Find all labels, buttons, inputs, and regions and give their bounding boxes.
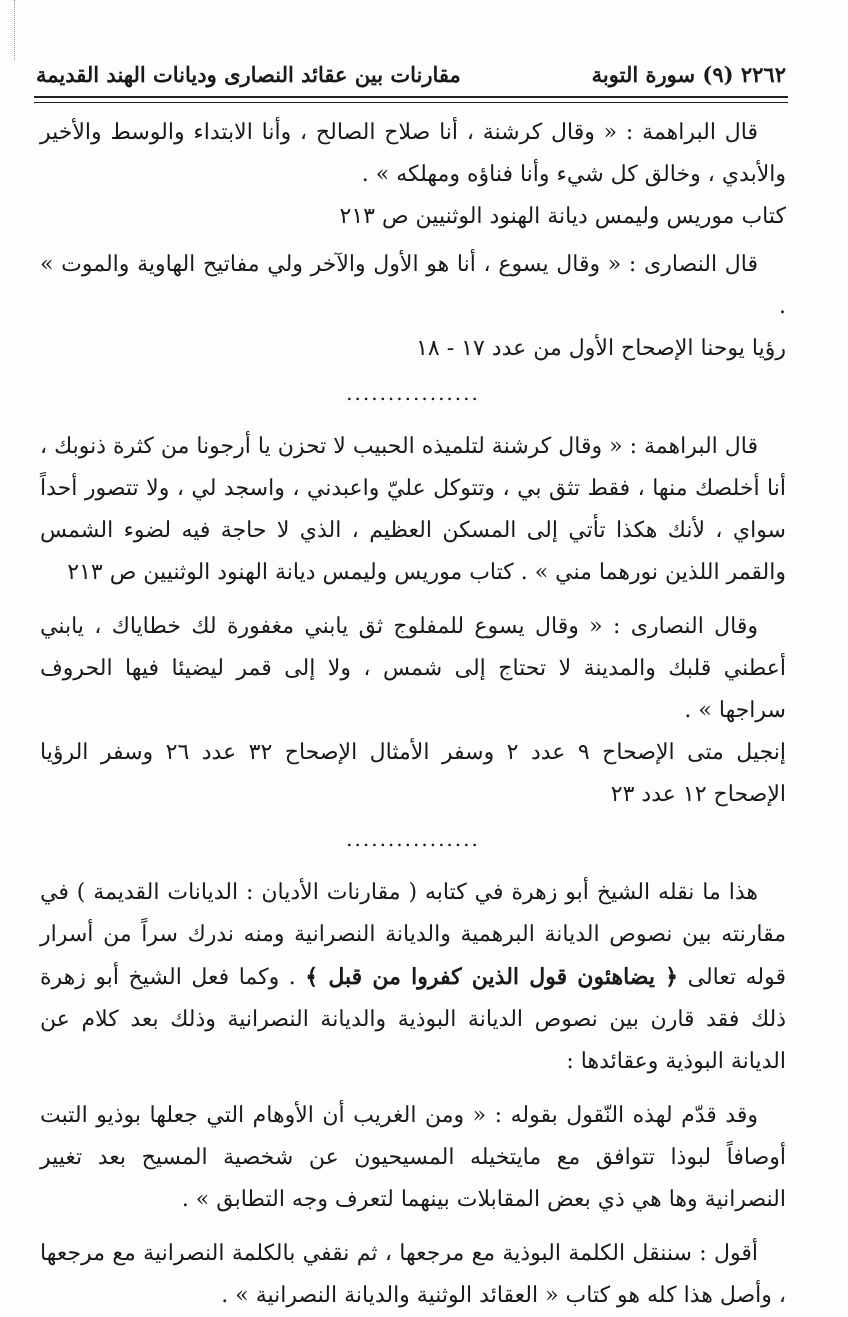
quran-verse: ﴿ يضاهئون قول الذين كفروا من قبل ﴾: [305, 964, 679, 990]
paragraph-christians-1: قال النصارى : « وقال يسوع ، أنا هو الأول والآخر ولي مفاتيح الهاوية والموت » .: [40, 252, 786, 319]
section-title: مقارنات بين عقائد النصارى وديانات الهند القديمة: [36, 61, 461, 87]
page-number-surah: ٢٢٦٢ (٩) سورة التوبة: [591, 61, 786, 87]
paragraph-note: أقول : سننقل الكلمة البوذية مع مرجعها ، ثم نقفي بالكلمة النصرانية مع مرجعها ، وأصل هذا كله هو كتاب « العقائد الوثنية والديانة النصرانية » .: [40, 1241, 786, 1308]
margin-mark: [14, 0, 17, 60]
paragraph-brahmins-1: قال البراهمة : « وقال كرشنة ، أنا صلاح الصالح ، وأنا الابتداء والوسط والأخير والأبدي ، وخالق كل شيء وأنا فناؤه ومهلكه » .: [40, 120, 786, 187]
separator-dots: ................: [346, 827, 480, 851]
page-body: [40, 112, 786, 1317]
reference-1: كتاب موريس وليمس ديانة الهنود الوثنيين ص ٢١٣: [339, 204, 786, 229]
paragraph-abu-zahra: [40, 872, 786, 1083]
paragraph-brahmins-2: قال البراهمة : « وقال كرشنة لتلميذه الحبيب لا تحزن يا أرجونا من كثرة ذنوبك ، أنا أخلصك منها ، فقط تثق بي ، وتتوكل عليّ واعبدني ، واسجد لي ، ولا تتصور أحداً سواي ، لأنك هكذا تأتي إلى المسكن العظيم ، الذي لا حاجة فيه لضوء الشمس والقمر اللذين نورهما مني » . كتاب موريس وليمس ديانة الهنود الوثنيين ص ٢١٣: [40, 434, 786, 585]
paragraph-introduction: وقد قدّم لهذه النّقول بقوله : « ومن الغريب أن الأوهام التي جعلها بوذيو التبت أوصافاً لبوذا تتوافق مع مايتخيله المسيحيون عن شخصية المسيح بعد تغيير النصرانية وها هي ذي بعض المقابلات بينهما لتعرف وجه التطابق » .: [40, 1103, 786, 1212]
header-rule: [34, 96, 788, 103]
page-header: [36, 56, 786, 92]
reference-2: رؤيا يوحنا الإصحاح الأول من عدد ١٧ - ١٨: [416, 336, 786, 361]
reference-3: إنجيل متى الإصحاح ٩ عدد ٢ وسفر الأمثال الإصحاح ٣٢ عدد ٢٦ وسفر الرؤيا الإصحاح ١٢ عدد ٢٣: [40, 740, 787, 807]
separator-dots: ................: [346, 381, 480, 405]
paragraph-christians-2: وقال النصارى : « وقال يسوع للمفلوج ثق يابني مغفورة لك خطاياك ، يابني أعطني قلبك والمدينة لا تحتاج إلى شمس ، ولا إلى قمر ليضيئا فيها الحروف سراجها » .: [40, 614, 786, 723]
text-intro: هذا ما نقله الشيخ أبو زهرة في كتابه ( مقارنات الأديان : الديانات القديمة ) في مقارنته بين نصوص الديانة البرهمية والديانة النصرانية ومنه ندرك سراً من أسرار قوله تعالى: [40, 880, 787, 990]
text-continuation: . وكما فعل الشيخ أبو زهرة ذلك فقد قارن بين نصوص الديانة البوذية والديانة النصرانية وذلك بعد كلام عن الديانة البوذية وعقائدها :: [40, 965, 786, 1074]
